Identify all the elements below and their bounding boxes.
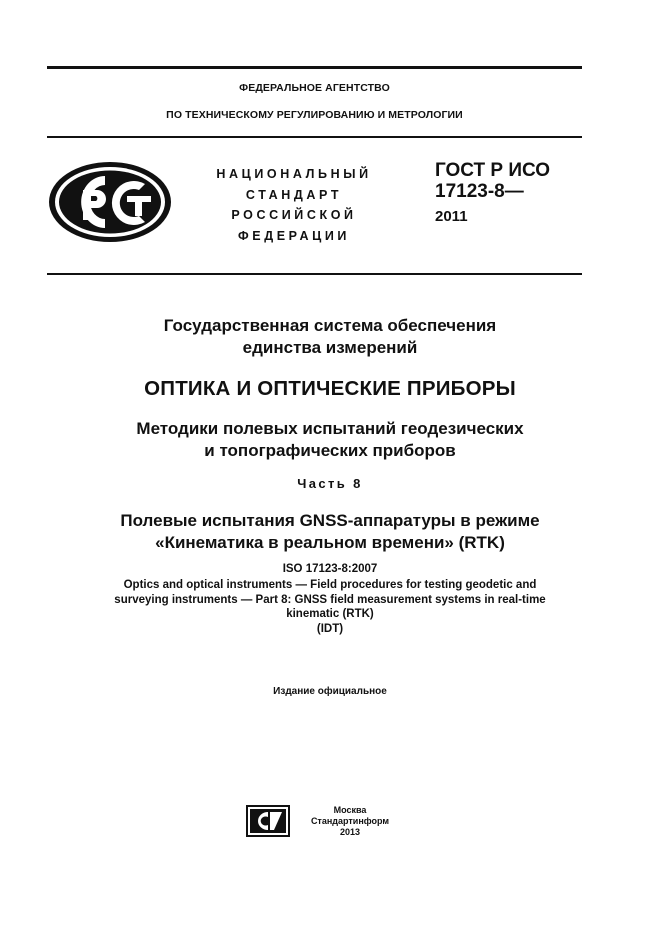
publisher-name: Стандартинформ bbox=[310, 816, 390, 826]
agency-name-line-1: ФЕДЕРАЛЬНОЕ АГЕНТСТВО bbox=[239, 82, 390, 94]
top-rule bbox=[47, 66, 582, 69]
agency-name-line-2: ПО ТЕХНИЧЕСКОМУ РЕГУЛИРОВАНИЮ И МЕТРОЛОГИИ bbox=[166, 109, 463, 121]
publisher-city: Москва bbox=[333, 805, 367, 815]
national-standard-label bbox=[200, 164, 388, 246]
main-title: ОПТИКА И ОПТИЧЕСКИЕ ПРИБОРЫ bbox=[144, 377, 516, 400]
national-label-line: РОССИЙСКОЙ bbox=[231, 208, 357, 222]
methods-title-line-2: и топографических приборов bbox=[204, 441, 456, 460]
english-title-line-3: kinematic (RTK) bbox=[286, 608, 374, 620]
designation-line-1: ГОСТ Р ИСО bbox=[435, 160, 551, 181]
english-title-line-1: Optics and optical instruments — Field procedures for testing geodetic and bbox=[123, 579, 537, 591]
standard-designation bbox=[435, 160, 595, 202]
header-rule bbox=[47, 136, 582, 138]
publisher-info bbox=[300, 805, 400, 838]
methods-title bbox=[30, 418, 630, 462]
english-title bbox=[30, 578, 630, 636]
system-title-line-2: единства измерений bbox=[242, 338, 418, 357]
national-label-line: ФЕДЕРАЦИИ bbox=[237, 228, 350, 243]
national-label-line: СТАНДАРТ bbox=[245, 187, 343, 202]
edition-label: Издание официальное bbox=[273, 686, 387, 697]
system-title bbox=[30, 315, 630, 359]
system-title-line-1: Государственная система обеспечения bbox=[163, 316, 497, 335]
rst-certification-mark-icon bbox=[47, 160, 173, 244]
publisher-year: 2013 bbox=[339, 827, 361, 837]
methods-title-line-1: Методики полевых испытаний геодезических bbox=[136, 419, 524, 438]
iso-reference: ISO 17123-8:2007 bbox=[282, 563, 378, 575]
national-label-line: НАЦИОНАЛЬНЫЙ bbox=[216, 167, 372, 181]
part-label: Часть 8 bbox=[297, 476, 363, 491]
part-title-line-1: Полевые испытания GNSS-аппаратуры в режиме bbox=[120, 511, 540, 530]
designation-line-2: 17123-8— bbox=[435, 181, 524, 202]
equivalence-degree: (IDT) bbox=[316, 622, 344, 635]
header-bottom-rule bbox=[47, 273, 582, 275]
standartinform-logo-icon bbox=[246, 805, 290, 837]
standard-year: 2011 bbox=[435, 208, 468, 225]
part-title-line-2: «Кинематика в реальном времени» (RTK) bbox=[155, 533, 505, 552]
part-title bbox=[30, 510, 630, 554]
english-title-line-2: surveying instruments — Part 8: GNSS field measurement systems in real-time bbox=[114, 593, 546, 606]
